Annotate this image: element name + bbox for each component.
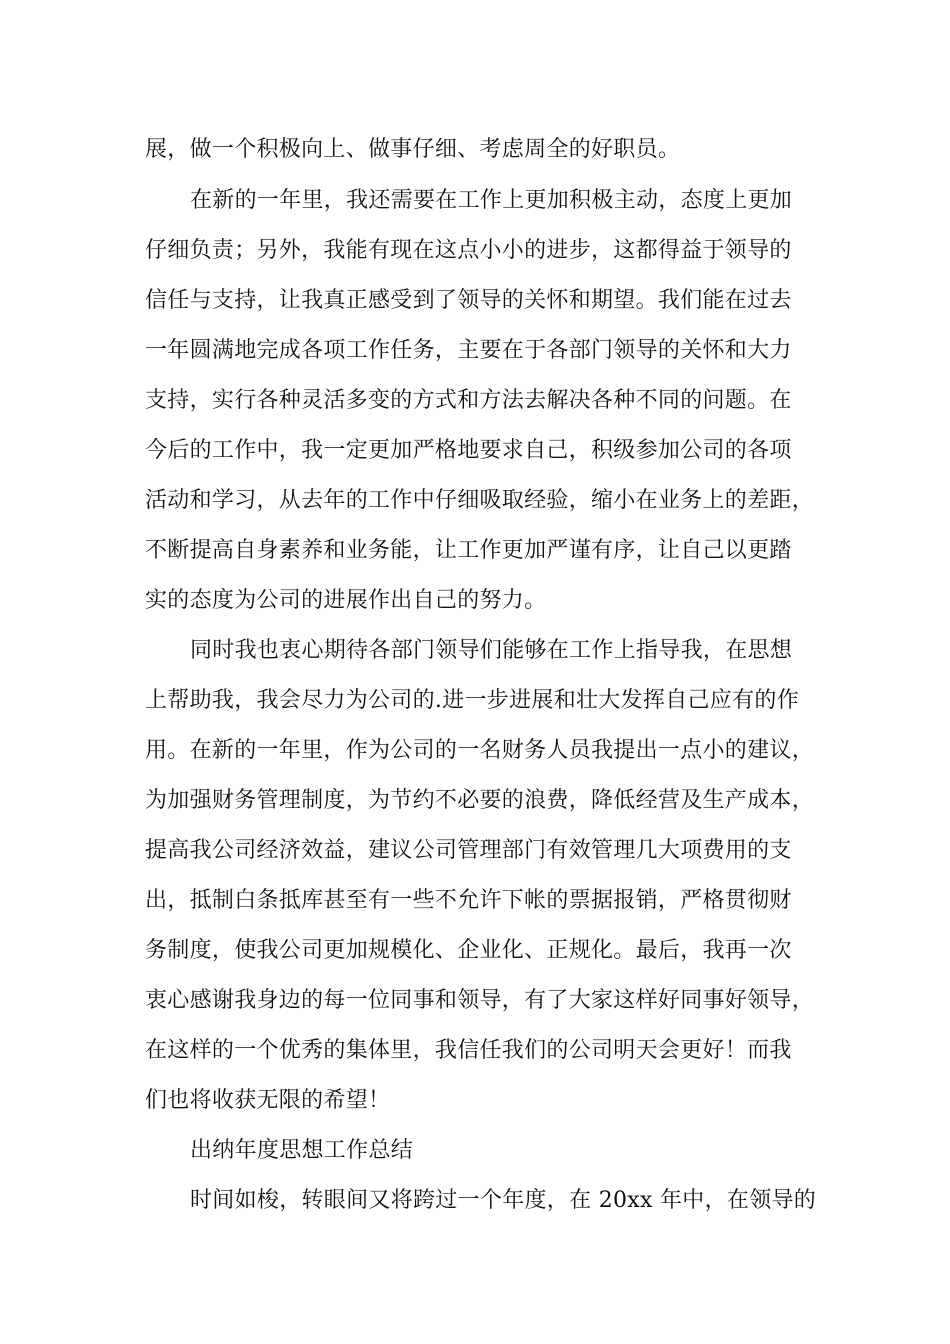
text-line: 不断提高自身素养和业务能，让工作更加严谨有序，让自己以更踏 [145,538,792,563]
text-line: 为加强财务管理制度，为节约不必要的浪费，降低经营及生产成本， [145,788,815,813]
paragraph-first-line: 在新的一年里，我还需要在工作上更加积极主动，态度上更加 [190,188,793,213]
text-line: 用。在新的一年里，作为公司的一名财务人员我提出一点小的建议， [145,738,815,763]
text-line: 展，做一个积极向上、做事仔细、考虑周全的好职员。 [145,137,681,162]
text-line: 信任与支持，让我真正感受到了领导的关怀和期望。我们能在过去 [145,288,792,313]
paragraph-first-line: 时间如梭，转眼间又将跨过一个年度，在 20xx 年中，在领导的 [190,1188,817,1213]
text-line: 务制度，使我公司更加规模化、企业化、正规化。最后，我再一次 [145,938,792,963]
paragraph-first-line: 同时我也衷心期待各部门领导们能够在工作上指导我，在思想 [190,638,793,663]
text-line: 今后的工作中，我一定更加严格地要求自己，积级参加公司的各项 [145,438,792,463]
text-line: 仔细负责；另外，我能有现在这点小小的进步，这都得益于领导的 [145,238,792,263]
text-line: 支持，实行各种灵活多变的方式和方法去解决各种不同的问题。在 [145,388,792,413]
text-line: 出，抵制白条抵库甚至有一些不允许下帐的票据报销，严格贯彻财 [145,888,792,913]
text-line: 一年圆满地完成各项工作任务，主要在于各部门领导的关怀和大力 [145,338,792,363]
text-line: 活动和学习，从去年的工作中仔细吸取经验，缩小在业务上的差距， [145,488,815,513]
section-title: 出纳年度思想工作总结 [190,1138,414,1163]
text-line: 们也将收获无限的希望！ [145,1088,391,1113]
text-line: 实的态度为公司的进展作出自己的努力。 [145,588,547,613]
text-line: 上帮助我，我会尽力为公司的.进一步进展和壮大发挥自己应有的作 [145,688,799,713]
text-line: 在这样的一个优秀的集体里，我信任我们的公司明天会更好！而我 [145,1038,792,1063]
text-line: 提高我公司经济效益，建议公司管理部门有效管理几大项费用的支 [145,838,792,863]
text-line: 衷心感谢我身边的每一位同事和领导，有了大家这样好同事好领导， [145,988,815,1013]
